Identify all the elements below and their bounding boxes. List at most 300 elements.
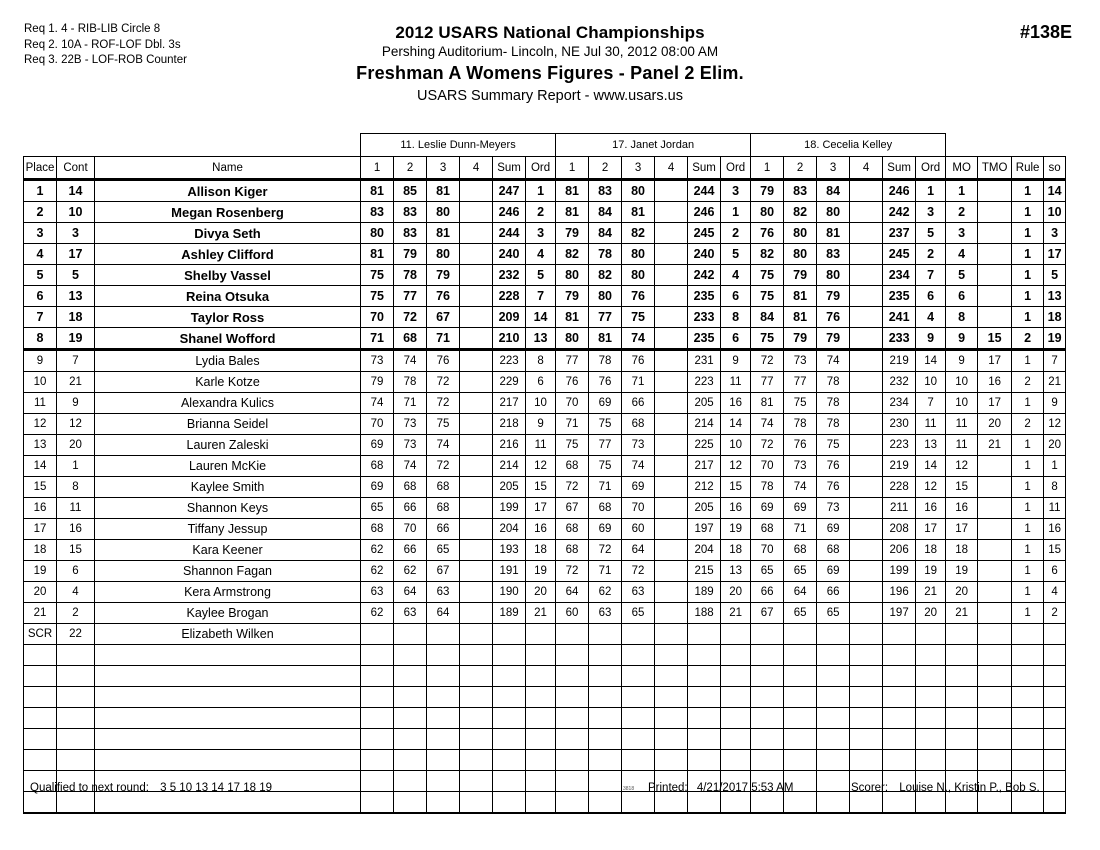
cell-j1-sum: 209 (493, 307, 526, 328)
cell-j1-4 (460, 498, 493, 519)
cell-j2-ord: 1 (721, 202, 751, 223)
cell-j1-4 (460, 477, 493, 498)
cell-j1-2: 83 (394, 223, 427, 244)
cell-j3-ord: 3 (916, 202, 946, 223)
cell-tmo (978, 202, 1012, 223)
cell-j2-sum: 205 (688, 498, 721, 519)
cell-empty (427, 666, 460, 687)
cell-j3-3: 78 (817, 414, 850, 435)
cell-j2-1: 81 (556, 307, 589, 328)
cell-place: 13 (24, 435, 57, 456)
cell-name: Kaylee Brogan (95, 603, 361, 624)
cell-j3-2: 79 (784, 328, 817, 350)
cell-cont: 1 (57, 456, 95, 477)
cell-empty (460, 729, 493, 750)
cell-j3-4 (850, 435, 883, 456)
cell-j1-4 (460, 202, 493, 223)
cell-j1-2: 79 (394, 244, 427, 265)
cell-j3-1: 72 (751, 350, 784, 372)
cell-j1-3: 68 (427, 498, 460, 519)
cell-empty (556, 729, 589, 750)
cell-tmo (978, 307, 1012, 328)
cell-so: 2 (1044, 603, 1066, 624)
cell-j2-ord: 21 (721, 603, 751, 624)
cell-j2-1: 79 (556, 286, 589, 307)
cell-empty (817, 687, 850, 708)
cell-j3-3: 80 (817, 265, 850, 286)
cell-j1-ord: 12 (526, 456, 556, 477)
cell-j2-1: 68 (556, 456, 589, 477)
cell-j1-ord: 14 (526, 307, 556, 328)
cell-j1-4 (460, 307, 493, 328)
cell-empty (1012, 750, 1044, 771)
cell-rule: 2 (1012, 372, 1044, 393)
cell-empty (688, 729, 721, 750)
cell-empty (655, 666, 688, 687)
cell-empty (817, 750, 850, 771)
column-header-tmo: TMO (978, 157, 1012, 180)
cell-place: 4 (24, 244, 57, 265)
cell-empty (1044, 729, 1066, 750)
cell-empty (622, 645, 655, 666)
cell-j1-4 (460, 519, 493, 540)
cell-j3-1: 74 (751, 414, 784, 435)
cell-j3-4 (850, 307, 883, 328)
cell-j2-2: 81 (589, 328, 622, 350)
cell-place: 2 (24, 202, 57, 223)
competition-title: 2012 USARS National Championships (395, 23, 705, 42)
cell-empty (1012, 666, 1044, 687)
cell-j3-sum: 241 (883, 307, 916, 328)
scorer-credits (851, 782, 1040, 794)
cell-empty (493, 729, 526, 750)
cell-j2-ord: 6 (721, 286, 751, 307)
cell-empty (556, 645, 589, 666)
cell-j3-4 (850, 393, 883, 414)
cell-j2-4 (655, 498, 688, 519)
cell-empty (394, 750, 427, 771)
cell-j2-2: 76 (589, 372, 622, 393)
cell-empty (946, 666, 978, 687)
cell-j1-1: 68 (361, 456, 394, 477)
cell-tmo (978, 265, 1012, 286)
cell-j3-4 (850, 286, 883, 307)
cell-j1-ord: 19 (526, 561, 556, 582)
cell-place: 10 (24, 372, 57, 393)
cell-j2-1: 82 (556, 244, 589, 265)
cell-j2-2: 69 (589, 393, 622, 414)
cell-empty (1044, 750, 1066, 771)
cell-j3-1: 66 (751, 582, 784, 603)
cell-empty (589, 666, 622, 687)
cell-j2-1: 80 (556, 328, 589, 350)
table-row (24, 202, 1066, 223)
column-header-cont: Cont (57, 157, 95, 180)
cell-j3-1 (751, 624, 784, 645)
cell-j2-2: 78 (589, 350, 622, 372)
cell-j2-1: 64 (556, 582, 589, 603)
cell-empty (721, 666, 751, 687)
cell-mo: 9 (946, 328, 978, 350)
cell-j1-3: 66 (427, 519, 460, 540)
cell-cont: 15 (57, 540, 95, 561)
cell-rule: 1 (1012, 540, 1044, 561)
cell-empty (361, 708, 394, 729)
cell-j2-1: 75 (556, 435, 589, 456)
cell-j2-sum: 231 (688, 350, 721, 372)
cell-empty (526, 729, 556, 750)
cell-empty (361, 729, 394, 750)
cell-empty (394, 729, 427, 750)
cell-cont: 10 (57, 202, 95, 223)
cell-j3-sum: 237 (883, 223, 916, 244)
cell-j1-ord: 21 (526, 603, 556, 624)
column-header-rule: Rule (1012, 157, 1044, 180)
cell-j1-1: 74 (361, 393, 394, 414)
cell-empty (1012, 645, 1044, 666)
cell-j2-4 (655, 350, 688, 372)
cell-place: 20 (24, 582, 57, 603)
cell-so: 7 (1044, 350, 1066, 372)
cell-j2-sum: 233 (688, 307, 721, 328)
cell-rule: 1 (1012, 603, 1044, 624)
cell-j3-1: 75 (751, 265, 784, 286)
cell-empty (622, 729, 655, 750)
cell-j3-ord: 4 (916, 307, 946, 328)
cell-j1-ord: 18 (526, 540, 556, 561)
cell-j1-2 (394, 624, 427, 645)
cell-j3-3: 69 (817, 561, 850, 582)
cell-j3-ord: 17 (916, 519, 946, 540)
table-row (24, 307, 1066, 328)
cell-rule: 1 (1012, 456, 1044, 477)
cell-j3-1: 75 (751, 328, 784, 350)
cell-j1-4 (460, 180, 493, 202)
table-row (24, 540, 1066, 561)
cell-j1-ord: 16 (526, 519, 556, 540)
cell-place: 6 (24, 286, 57, 307)
cell-j1-3: 75 (427, 414, 460, 435)
cell-empty (493, 645, 526, 666)
cell-so: 16 (1044, 519, 1066, 540)
cell-j2-ord: 11 (721, 372, 751, 393)
cell-j2-1: 68 (556, 519, 589, 540)
cell-j1-ord (526, 624, 556, 645)
cell-place: 12 (24, 414, 57, 435)
table-row (24, 265, 1066, 286)
cell-j3-2: 76 (784, 435, 817, 456)
column-header-j1-ord: Ord (526, 157, 556, 180)
cell-tmo (978, 180, 1012, 202)
table-row-empty (24, 645, 1066, 666)
cell-j1-3: 81 (427, 180, 460, 202)
table-row (24, 603, 1066, 624)
cell-empty (946, 708, 978, 729)
judge-name-1: 11. Leslie Dunn-Meyers (361, 134, 556, 157)
cell-empty (978, 687, 1012, 708)
cell-empty (1044, 792, 1066, 814)
cell-j1-sum: 191 (493, 561, 526, 582)
cell-j2-sum: 217 (688, 456, 721, 477)
table-row (24, 582, 1066, 603)
cell-j3-4 (850, 223, 883, 244)
cell-j3-4 (850, 180, 883, 202)
cell-j3-sum: 233 (883, 328, 916, 350)
cell-j1-sum: 189 (493, 603, 526, 624)
cell-j1-3: 64 (427, 603, 460, 624)
cell-j1-ord: 15 (526, 477, 556, 498)
cell-place: SCR (24, 624, 57, 645)
cell-j1-1: 81 (361, 180, 394, 202)
cell-cont: 5 (57, 265, 95, 286)
cell-empty (556, 666, 589, 687)
cell-empty (916, 645, 946, 666)
cell-j3-ord: 12 (916, 477, 946, 498)
column-header-place: Place (24, 157, 57, 180)
cell-j3-ord: 7 (916, 393, 946, 414)
cell-j3-2: 73 (784, 456, 817, 477)
cell-j2-4 (655, 265, 688, 286)
cell-j2-2: 71 (589, 477, 622, 498)
cell-j2-1: 60 (556, 603, 589, 624)
cell-name: Megan Rosenberg (95, 202, 361, 223)
cell-empty (688, 687, 721, 708)
cell-j2-4 (655, 180, 688, 202)
cell-j3-ord: 16 (916, 498, 946, 519)
cell-j2-3: 76 (622, 286, 655, 307)
cell-empty (460, 708, 493, 729)
cell-j3-1: 84 (751, 307, 784, 328)
cell-tmo (978, 223, 1012, 244)
cell-j2-ord: 10 (721, 435, 751, 456)
cell-j3-1: 78 (751, 477, 784, 498)
cell-empty (460, 687, 493, 708)
column-header-j2-3: 3 (622, 157, 655, 180)
footer (23, 782, 1040, 802)
cell-j1-3: 80 (427, 244, 460, 265)
cell-j2-1: 72 (556, 561, 589, 582)
table-row (24, 519, 1066, 540)
cell-j3-4 (850, 498, 883, 519)
cell-place: 15 (24, 477, 57, 498)
cell-empty (95, 708, 361, 729)
cell-empty (427, 729, 460, 750)
cell-empty (817, 708, 850, 729)
cell-j1-1: 71 (361, 328, 394, 350)
cell-empty (526, 687, 556, 708)
cell-empty (817, 729, 850, 750)
cell-mo: 12 (946, 456, 978, 477)
cell-name: Reina Otsuka (95, 286, 361, 307)
cell-j1-4 (460, 244, 493, 265)
cell-empty (556, 750, 589, 771)
table-row-empty (24, 708, 1066, 729)
cell-j3-sum (883, 624, 916, 645)
cell-empty (1044, 771, 1066, 792)
cell-j3-1: 72 (751, 435, 784, 456)
cell-so: 12 (1044, 414, 1066, 435)
cell-empty (688, 666, 721, 687)
cell-name: Allison Kiger (95, 180, 361, 202)
column-header-j3-4: 4 (850, 157, 883, 180)
cell-empty (589, 687, 622, 708)
cell-j1-3: 76 (427, 286, 460, 307)
cell-j1-1: 69 (361, 435, 394, 456)
cell-j3-sum: 230 (883, 414, 916, 435)
cell-rule: 1 (1012, 223, 1044, 244)
cell-rule: 2 (1012, 328, 1044, 350)
cell-j3-1: 68 (751, 519, 784, 540)
cell-j1-2: 70 (394, 519, 427, 540)
cell-j3-sum: 234 (883, 265, 916, 286)
cell-cont: 18 (57, 307, 95, 328)
cell-j3-3: 68 (817, 540, 850, 561)
requirement-item: Req 1. 4 - RIB-LIB Circle 8 (24, 23, 161, 35)
cell-j2-4 (655, 624, 688, 645)
cell-j2-ord: 13 (721, 561, 751, 582)
cell-j1-4 (460, 372, 493, 393)
cell-empty (946, 750, 978, 771)
cell-j2-3: 70 (622, 498, 655, 519)
cell-empty (883, 708, 916, 729)
cell-empty (751, 687, 784, 708)
cell-empty (57, 729, 95, 750)
cell-j1-ord: 20 (526, 582, 556, 603)
cell-j1-ord: 10 (526, 393, 556, 414)
cell-rule: 1 (1012, 435, 1044, 456)
cell-empty (784, 687, 817, 708)
cell-j1-1: 70 (361, 414, 394, 435)
cell-empty (394, 666, 427, 687)
cell-j2-sum: 245 (688, 223, 721, 244)
cell-j2-ord: 3 (721, 180, 751, 202)
cell-j1-ord: 7 (526, 286, 556, 307)
cell-j1-1: 63 (361, 582, 394, 603)
table-row (24, 350, 1066, 372)
cell-j2-3: 81 (622, 202, 655, 223)
cell-empty (850, 729, 883, 750)
cell-j2-3: 76 (622, 350, 655, 372)
cell-j3-sum: 245 (883, 244, 916, 265)
event-id: #138E (1019, 22, 1072, 42)
cell-cont: 9 (57, 393, 95, 414)
table-row (24, 393, 1066, 414)
cell-j2-2 (589, 624, 622, 645)
cell-j1-sum: 205 (493, 477, 526, 498)
judge-band-spacer (24, 134, 361, 157)
cell-j3-3: 81 (817, 223, 850, 244)
cell-tmo: 17 (978, 393, 1012, 414)
cell-j3-sum: 199 (883, 561, 916, 582)
cell-empty (978, 708, 1012, 729)
cell-j1-2: 66 (394, 498, 427, 519)
cell-so: 13 (1044, 286, 1066, 307)
cell-empty (622, 687, 655, 708)
cell-j2-3: 73 (622, 435, 655, 456)
cell-j3-3: 79 (817, 328, 850, 350)
cell-tmo: 15 (978, 328, 1012, 350)
cell-j1-sum: 223 (493, 350, 526, 372)
cell-j2-3: 71 (622, 372, 655, 393)
cell-j3-3: 66 (817, 582, 850, 603)
cell-j2-sum: 204 (688, 540, 721, 561)
column-header-j1-3: 3 (427, 157, 460, 180)
cell-j1-4 (460, 582, 493, 603)
column-header-row (24, 157, 1066, 180)
cell-empty (622, 708, 655, 729)
cell-j2-ord: 19 (721, 519, 751, 540)
cell-mo: 16 (946, 498, 978, 519)
cell-j3-ord: 18 (916, 540, 946, 561)
cell-empty (526, 645, 556, 666)
report-code: 3818 (623, 786, 635, 792)
cell-j3-2: 64 (784, 582, 817, 603)
column-header-j1-2: 2 (394, 157, 427, 180)
cell-so: 17 (1044, 244, 1066, 265)
cell-j1-ord: 17 (526, 498, 556, 519)
cell-empty (751, 666, 784, 687)
qualified-label: Qualified to next round: (30, 782, 149, 794)
cell-j3-ord: 2 (916, 244, 946, 265)
cell-j3-sum: 197 (883, 603, 916, 624)
cell-j1-3: 65 (427, 540, 460, 561)
cell-so: 19 (1044, 328, 1066, 350)
cell-j2-sum: 205 (688, 393, 721, 414)
cell-j1-1: 80 (361, 223, 394, 244)
cell-j1-sum: 218 (493, 414, 526, 435)
cell-j1-ord: 8 (526, 350, 556, 372)
cell-j3-sum: 232 (883, 372, 916, 393)
cell-j1-4 (460, 603, 493, 624)
cell-j3-sum: 211 (883, 498, 916, 519)
cell-empty (556, 708, 589, 729)
cell-empty (850, 666, 883, 687)
cell-cont: 8 (57, 477, 95, 498)
cell-empty (526, 666, 556, 687)
cell-j1-3 (427, 624, 460, 645)
cell-j2-3 (622, 624, 655, 645)
cell-j3-2: 81 (784, 286, 817, 307)
cell-empty (655, 708, 688, 729)
cell-j3-sum: 246 (883, 180, 916, 202)
cell-j1-3: 76 (427, 350, 460, 372)
cell-place: 19 (24, 561, 57, 582)
cell-j1-ord: 5 (526, 265, 556, 286)
cell-j3-1: 69 (751, 498, 784, 519)
cell-empty (493, 708, 526, 729)
table-row (24, 477, 1066, 498)
cell-rule: 1 (1012, 350, 1044, 372)
cell-tmo (978, 286, 1012, 307)
cell-j1-sum: 204 (493, 519, 526, 540)
cell-tmo (978, 561, 1012, 582)
cell-empty (883, 687, 916, 708)
cell-j3-2: 75 (784, 393, 817, 414)
cell-empty (622, 666, 655, 687)
requirement-item: Req 3. 22B - LOF-ROB Counter (24, 54, 187, 66)
table-row (24, 498, 1066, 519)
cell-j2-ord: 12 (721, 456, 751, 477)
cell-j3-3: 75 (817, 435, 850, 456)
cell-name: Kera Armstrong (95, 582, 361, 603)
cell-j2-2: 72 (589, 540, 622, 561)
cell-j2-ord: 6 (721, 328, 751, 350)
cell-j2-ord: 20 (721, 582, 751, 603)
cell-tmo (978, 624, 1012, 645)
column-header-j3-3: 3 (817, 157, 850, 180)
cell-empty (526, 708, 556, 729)
cell-so (1044, 624, 1066, 645)
